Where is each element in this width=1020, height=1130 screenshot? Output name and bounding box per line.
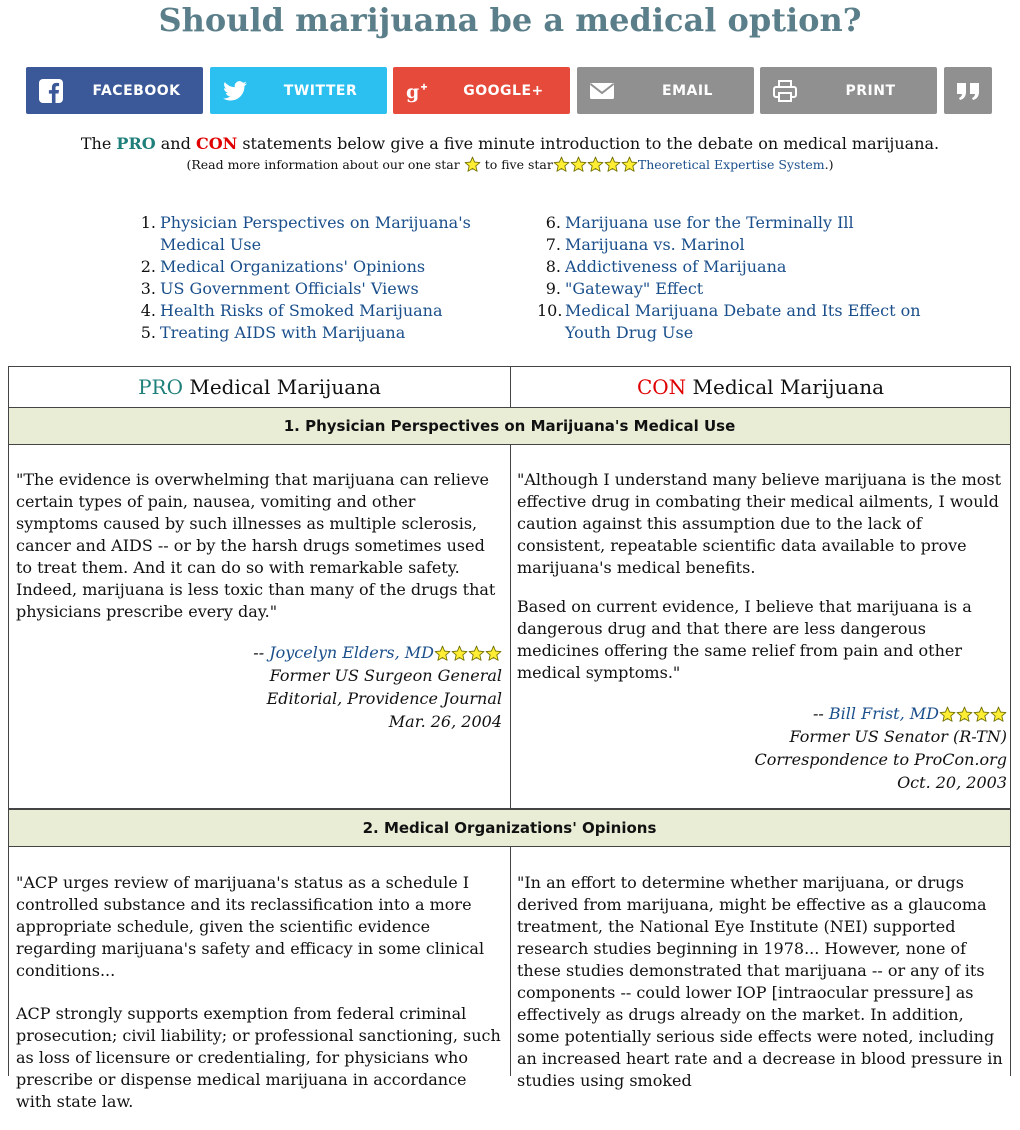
toc-number: 8. bbox=[545, 257, 561, 276]
print-label: PRINT bbox=[845, 82, 896, 99]
google-plus-icon bbox=[405, 78, 431, 104]
facebook-icon bbox=[38, 78, 64, 104]
pro-word: PRO bbox=[138, 375, 183, 399]
intro-statement bbox=[0, 133, 1020, 155]
toc-item bbox=[537, 300, 925, 344]
star-icon bbox=[956, 706, 973, 723]
argument-text: "Although I understand many believe marijuana is the most effective drug in combating their medical ailments, I would caution against this assumption due to the lack of consistent, repeatable scientific data available to prove marijuana's medical benefits. bbox=[517, 470, 1002, 577]
google-plus-label: GOOGLE+ bbox=[463, 82, 544, 99]
intro-pro-word: PRO bbox=[116, 134, 156, 153]
email-share-button[interactable] bbox=[577, 67, 754, 114]
intro-text: statements below give a five minute introduction to the debate on medical marijuana. bbox=[242, 134, 940, 153]
section-heading: 1. Physician Perspectives on Marijuana's Medical Use bbox=[8, 407, 1011, 445]
star-icon bbox=[570, 156, 587, 173]
printer-icon bbox=[772, 78, 798, 104]
cite-prefix: -- bbox=[813, 704, 829, 723]
toc-link[interactable]: Treating AIDS with Marijuana bbox=[160, 323, 406, 342]
toc-item bbox=[545, 234, 925, 256]
author-link[interactable]: Bill Frist, MD bbox=[828, 704, 939, 723]
con-word: CON bbox=[636, 375, 687, 399]
toc-number: 2. bbox=[140, 257, 156, 276]
toc-number: 5. bbox=[140, 323, 156, 342]
cite-prefix: -- bbox=[253, 643, 270, 662]
toc-item bbox=[545, 278, 925, 300]
toc-number: 3. bbox=[140, 279, 156, 298]
twitter-label: TWITTER bbox=[283, 82, 358, 99]
toc-link[interactable]: US Government Officials' Views bbox=[160, 279, 419, 298]
toc-number: 10. bbox=[537, 301, 563, 320]
pro-column-header bbox=[9, 367, 510, 407]
pro-argument bbox=[16, 872, 502, 1130]
facebook-label: FACEBOOK bbox=[92, 82, 181, 99]
citation-source: Editorial, Providence Journal bbox=[266, 689, 502, 708]
argument-text: "In an effort to determine whether marijuana, or drugs derived from marijuana, might be effective as a glaucoma treatment, the National Eye Institute (NEI) supported research studies beginning in 1978... However, none of these studies demonstrated that marijuana -- or any of its components -- could lower IOP [intraocular pressure] as effectively as drugs already on the market. In addition, some potentially serious side effects were noted, including an increased heart rate and a decrease in blood pressure in studies using smoked bbox=[517, 873, 1003, 1090]
toc-number: 4. bbox=[140, 301, 156, 320]
toc-right bbox=[537, 212, 925, 344]
twitter-share-button[interactable] bbox=[210, 67, 387, 114]
intro-text: The bbox=[80, 134, 112, 153]
author-link[interactable]: Joycelyn Elders, MD bbox=[269, 643, 434, 662]
pro-header-text: Medical Marijuana bbox=[189, 375, 381, 399]
star-icon bbox=[468, 645, 485, 662]
argument-text: ACP strongly supports exemption from federal criminal prosecution; civil liability; or professional sanctioning, such as loss of licensure or credentialing, for physicians who prescribe or dispense medical marijuana in accordance with state law. bbox=[16, 1004, 501, 1111]
star-icon bbox=[587, 156, 604, 173]
toc-link[interactable]: Physician Perspectives on Marijuana's Medical Use bbox=[160, 213, 471, 254]
toc-link[interactable]: Marijuana vs. Marinol bbox=[565, 235, 745, 254]
toc-item bbox=[140, 256, 490, 278]
toc-link[interactable]: Medical Marijuana Debate and Its Effect on Youth Drug Use bbox=[565, 301, 921, 342]
page-title: Should marijuana be a medical option? bbox=[158, 1, 862, 39]
toc-item bbox=[545, 256, 925, 278]
star-icon bbox=[485, 645, 502, 662]
toc-left bbox=[140, 212, 490, 344]
svg-text:g: g bbox=[406, 81, 420, 103]
con-column-header bbox=[511, 367, 1010, 407]
intro-con-word: CON bbox=[195, 134, 238, 153]
envelope-icon bbox=[589, 78, 615, 104]
con-header-text: Medical Marijuana bbox=[692, 375, 885, 399]
section-heading: 2. Medical Organizations' Opinions bbox=[8, 809, 1011, 847]
toc-item bbox=[545, 212, 925, 234]
email-label: EMAIL bbox=[662, 82, 713, 99]
quote-icon bbox=[955, 78, 981, 104]
citation-date: Oct. 20, 2003 bbox=[897, 773, 1007, 792]
toc-item bbox=[140, 300, 490, 322]
google-plus-share-button[interactable] bbox=[393, 67, 570, 114]
author-role: Former US Surgeon General bbox=[269, 666, 502, 685]
toc-link[interactable]: Health Risks of Smoked Marijuana bbox=[160, 301, 443, 320]
toc-link[interactable]: Addictiveness of Marijuana bbox=[565, 257, 787, 276]
share-bar bbox=[26, 67, 996, 114]
twitter-icon bbox=[222, 78, 248, 104]
argument-text: Based on current evidence, I believe that marijuana is a dangerous drug and that there are less dangerous medicines offering the same relief from pain and other medical symptoms." bbox=[517, 597, 972, 682]
star-icon bbox=[621, 156, 638, 173]
toc-number: 7. bbox=[545, 235, 561, 254]
section-row bbox=[8, 444, 1011, 809]
toc-link[interactable]: Medical Organizations' Opinions bbox=[160, 257, 426, 276]
toc-number: 6. bbox=[545, 213, 561, 232]
star-icon bbox=[434, 645, 451, 662]
star-icon bbox=[939, 706, 956, 723]
intro-text: and bbox=[160, 134, 191, 153]
citation-date: Mar. 26, 2004 bbox=[388, 712, 502, 731]
note-text: to five star bbox=[484, 157, 553, 172]
pro-argument bbox=[16, 469, 502, 733]
con-argument bbox=[517, 469, 1007, 794]
author-role: Former US Senator (R-TN) bbox=[789, 727, 1007, 746]
toc-item bbox=[140, 322, 490, 344]
quote-button[interactable] bbox=[944, 67, 992, 114]
star-icon bbox=[973, 706, 990, 723]
toc-link[interactable]: "Gateway" Effect bbox=[565, 279, 704, 298]
con-argument bbox=[517, 872, 1007, 1109]
column-divider bbox=[510, 445, 511, 808]
section-row bbox=[8, 846, 1011, 1111]
note-text: .) bbox=[824, 157, 834, 172]
argument-text: "The evidence is overwhelming that marijuana can relieve certain types of pain, nausea, vomiting and other symptoms caused by such illnesses as multiple sclerosis, cancer and AIDS -- or by the harsh drugs sometimes used to treat them. And it can do so with remarkable safety. Indeed, marijuana is less toxic than many of the drugs that physicians prescribe every day." bbox=[16, 470, 496, 621]
toc-number: 1. bbox=[140, 213, 156, 232]
print-button[interactable] bbox=[760, 67, 937, 114]
star-icon bbox=[553, 156, 570, 173]
star-icon bbox=[451, 645, 468, 662]
toc-item bbox=[140, 278, 490, 300]
expertise-system-link[interactable]: Theoretical Expertise System bbox=[637, 157, 825, 172]
toc-link[interactable]: Marijuana use for the Terminally Ill bbox=[565, 213, 854, 232]
star-icon bbox=[990, 706, 1007, 723]
star-icon bbox=[604, 156, 621, 173]
citation-author-line bbox=[16, 641, 502, 664]
toc-item bbox=[140, 212, 490, 256]
argument-text: "ACP urges review of marijuana's status as a schedule I controlled substance and its reclassification into a more appropriate schedule, given the scientific evidence regarding marijuana's safety and efficacy in some clinical conditions... bbox=[16, 873, 485, 980]
column-divider bbox=[510, 847, 511, 1076]
star-icon bbox=[464, 156, 481, 173]
rating-system-note bbox=[0, 156, 1020, 174]
citation-author-line bbox=[517, 702, 1007, 725]
note-text: (Read more information about our one star bbox=[186, 157, 460, 172]
facebook-share-button[interactable] bbox=[26, 67, 203, 114]
citation bbox=[517, 702, 1007, 794]
citation bbox=[16, 641, 502, 733]
citation-source: Correspondence to ProCon.org bbox=[754, 750, 1007, 769]
toc-number: 9. bbox=[545, 279, 561, 298]
column-header-row bbox=[8, 366, 1011, 408]
